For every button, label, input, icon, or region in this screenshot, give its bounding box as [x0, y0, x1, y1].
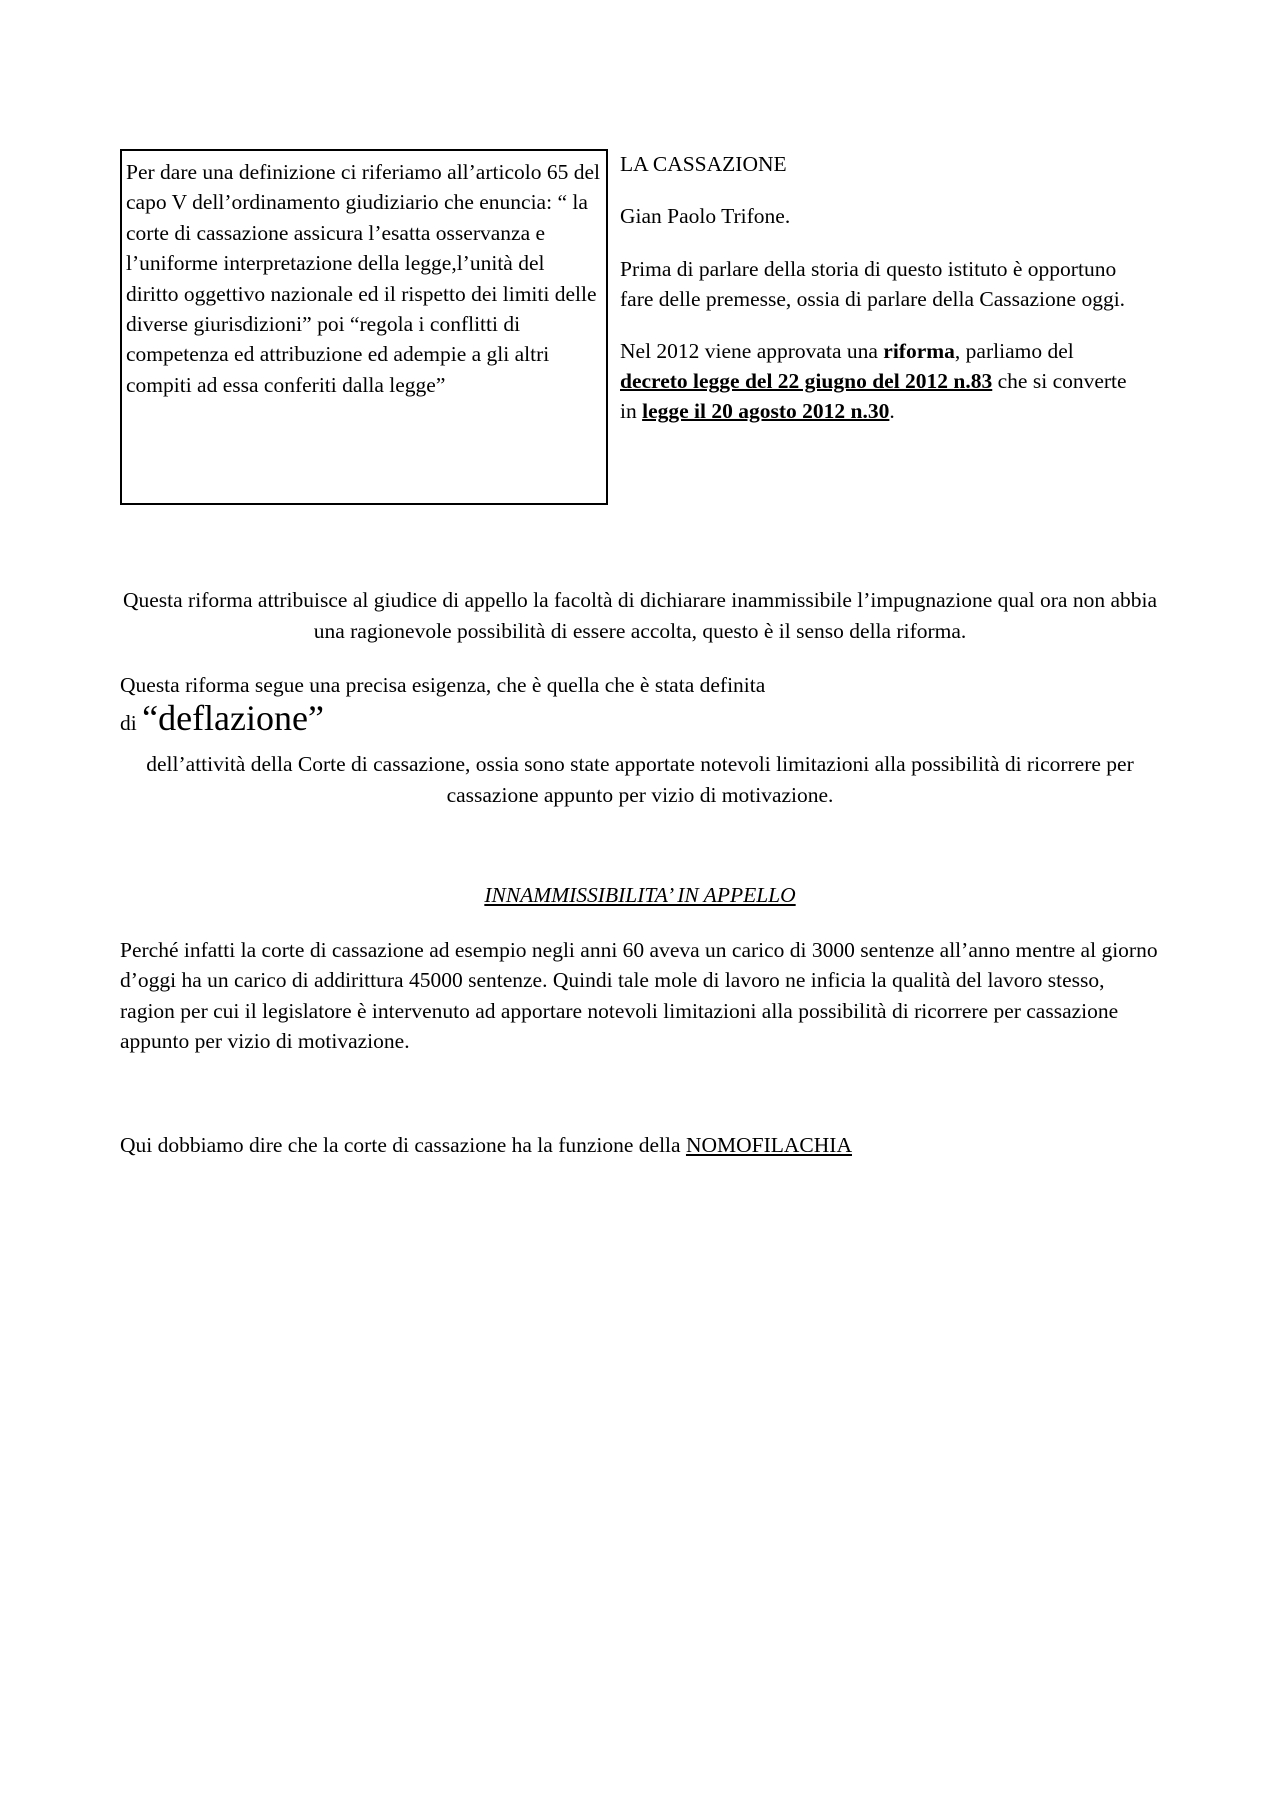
reform-paragraph — [620, 336, 1140, 427]
section-heading: INNAMMISSIBILITA’ IN APPELLO — [484, 883, 796, 907]
definition-box — [120, 149, 608, 505]
definition-text: Per dare una definizione ci riferiamo all’articolo 65 del capo V dell’ordinamento giudiziario che enuncia: “ la corte di cassazione assicura l’esatta osservanza e l’uniforme interpretazione della legge,l’unità del diritto oggettivo nazionale ed il rispetto dei limiti delle diverse giurisdizioni” poi “regola i conflitti di competenza ed attribuzione ed adempie a gli altri compiti ad essa conferiti dalla legge” — [126, 160, 600, 397]
reform-bold: riforma — [883, 338, 955, 363]
document-title: LA CASSAZIONE — [620, 152, 787, 176]
deflazione-word: “deflazione” — [142, 698, 324, 738]
di-word: di — [120, 711, 137, 735]
reform-mid: , parliamo del — [954, 338, 1074, 363]
deflazione-line — [120, 696, 324, 745]
need-line: Questa riforma segue una precisa esigenza, che è quella che è stata definita — [120, 673, 766, 697]
decree-reference: decreto legge del 22 giugno del 2012 n.83 — [620, 369, 993, 394]
workload-paragraph: Perché infatti la corte di cassazione ad esempio negli anni 60 aveva un carico di 3000 sentenze all’anno mentre al giorno d’oggi ha un carico di addirittura 45000 sentenze. Quindi tale mole di lavoro ne inficia la qualità del lavoro stesso, ragion per cui il legislatore è intervenuto ad apportare notevoli limitazioni alla possibilità di ricorrere per cassazione appunto per vizio di motivazione. — [120, 938, 1158, 1054]
deflazione-continuation: dell’attività della Corte di cassazione, ossia sono state apportate notevoli limitazioni alla possibilità di ricorrere per cassazione appunto per vizio di motivazione. — [146, 752, 1134, 807]
nomofilachia-term: NOMOFILACHIA — [685, 1133, 852, 1157]
reform-prefix: Nel 2012 viene approvata una — [620, 338, 884, 363]
premise-paragraph: Prima di parlare della storia di questo istituto è opportuno fare delle premesse, ossia di parlare della Cassazione oggi. — [620, 256, 1126, 312]
reform-end: . — [889, 399, 895, 424]
nomofilachia-paragraph — [120, 1130, 1160, 1160]
reform-effect-paragraph: Questa riforma attribuisce al giudice di appello la facoltà di dichiarare inammissibile l’impugnazione qual ora non abbia una ragionevole possibilità di essere accolta, questo è il senso della riforma. — [122, 588, 1158, 643]
reform-mid2: che si converte in — [620, 369, 1127, 424]
document-author: Gian Paolo Trifone. — [620, 204, 791, 229]
law-reference: legge il 20 agosto 2012 n.30 — [642, 399, 890, 424]
nomofilachia-prefix: Qui dobbiamo dire che la corte di cassazione ha la funzione della — [120, 1133, 686, 1157]
header-column — [620, 149, 1140, 448]
